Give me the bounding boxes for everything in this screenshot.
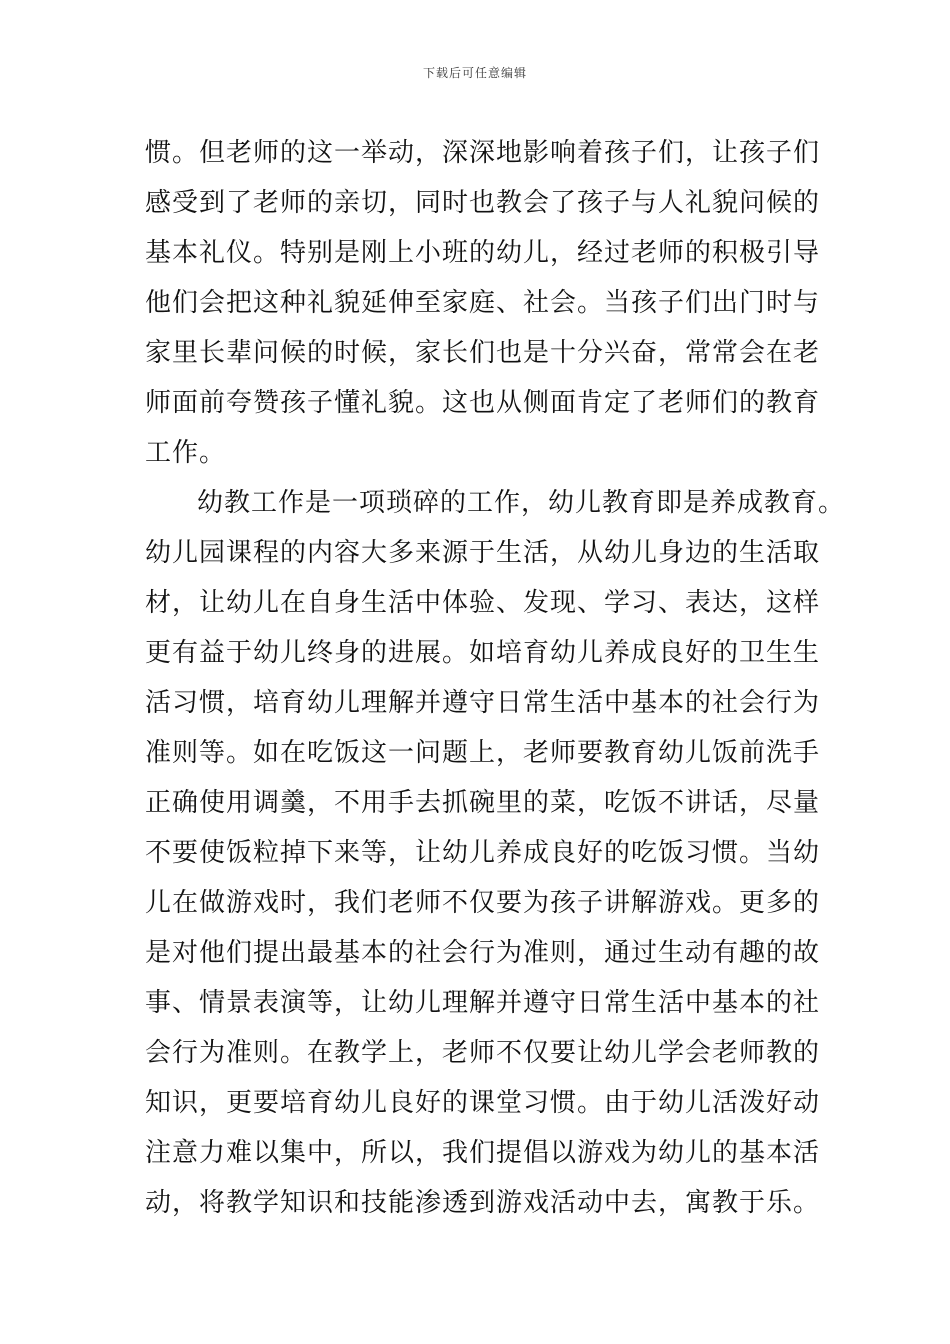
- body-line: 准则等。如在吃饭这一问题上，老师要教育幼儿饭前洗手: [145, 738, 821, 768]
- body-line: 正确使用调羹，不用手去抓碗里的菜，吃饭不讲话，尽量: [145, 788, 821, 818]
- body-line: 幼儿园课程的内容大多来源于生活，从幼儿身边的生活取: [145, 538, 821, 568]
- body-line: 会行为准则。在教学上，老师不仅要让幼儿学会老师教的: [145, 1038, 821, 1068]
- body-line: 他们会把这种礼貌延伸至家庭、社会。当孩子们出门时与: [145, 288, 821, 318]
- body-line: 师面前夸赞孩子懂礼貌。这也从侧面肯定了老师们的教育: [145, 388, 821, 418]
- body-line: 惯。但老师的这一举动，深深地影响着孩子们，让孩子们: [145, 138, 821, 168]
- body-line: 事、情景表演等，让幼儿理解并遵守日常生活中基本的社: [145, 988, 821, 1018]
- body-line: 不要使饭粒掉下来等，让幼儿养成良好的吃饭习惯。当幼: [145, 838, 821, 868]
- page-header-note: 下载后可任意编辑: [422, 66, 527, 80]
- body-line: 感受到了老师的亲切，同时也教会了孩子与人礼貌问候的: [145, 188, 821, 218]
- body-line: 儿在做游戏时，我们老师不仅要为孩子讲解游戏。更多的: [145, 888, 821, 918]
- body-line: 是对他们提出最基本的社会行为准则，通过生动有趣的故: [145, 938, 821, 968]
- body-line: 知识，更要培育幼儿良好的课堂习惯。由于幼儿活泼好动: [145, 1088, 821, 1118]
- body-line: 工作。: [145, 438, 227, 468]
- document-body: [145, 128, 846, 1228]
- body-line: 材，让幼儿在自身生活中体验、发现、学习、表达，这样: [145, 588, 821, 618]
- body-line: 活习惯，培育幼儿理解并遵守日常生活中基本的社会行为: [145, 688, 821, 718]
- body-line: 家里长辈问候的时候，家长们也是十分兴奋，常常会在老: [145, 338, 821, 368]
- body-line: 基本礼仪。特别是刚上小班的幼儿，经过老师的积极引导: [145, 238, 821, 268]
- body-line: 更有益于幼儿终身的进展。如培育幼儿养成良好的卫生生: [145, 638, 821, 668]
- body-line: 注意力难以集中，所以，我们提倡以游戏为幼儿的基本活: [145, 1138, 821, 1168]
- body-line: 动，将教学知识和技能渗透到游戏活动中去，寓教于乐。: [145, 1188, 821, 1218]
- body-line-paragraph-start: 幼教工作是一项琐碎的工作，幼儿教育即是养成教育。: [197, 488, 846, 518]
